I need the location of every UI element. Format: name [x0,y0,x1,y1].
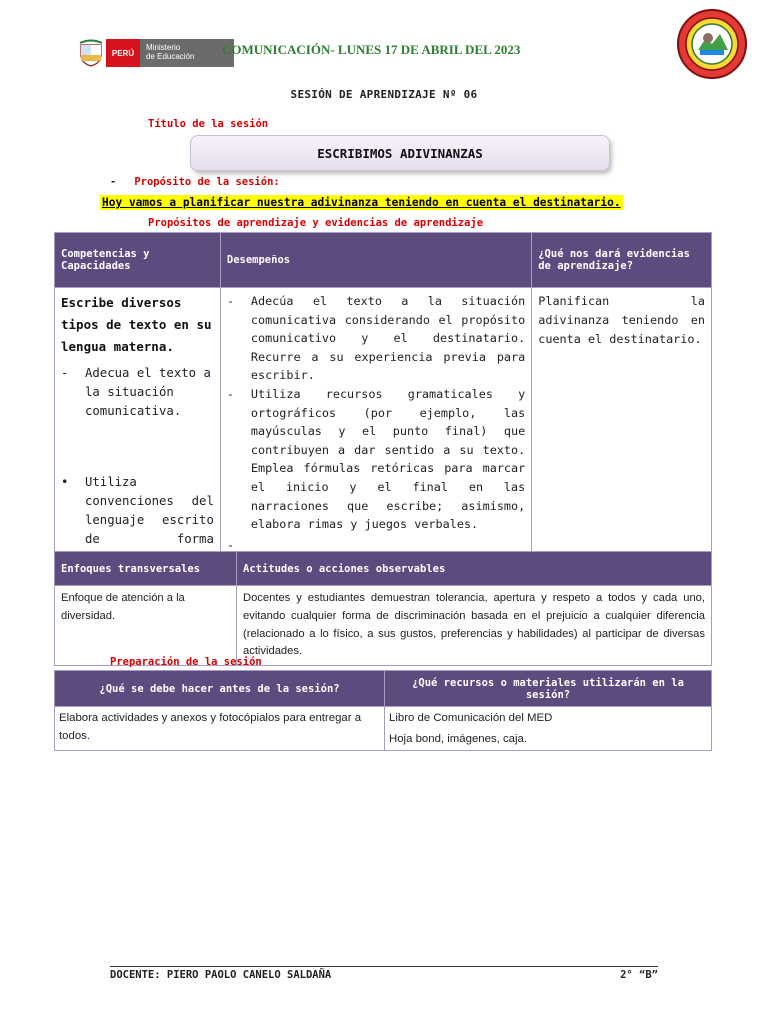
column-header: Competencias y Capacidades [55,233,221,288]
preparation-label: Preparación de la sesión [110,656,262,668]
attitudes-cell: Docentes y estudiantes demuestran tolerancia, apertura y respeto a todos y cada uno, evitando cualquier forma de discriminación basada en el prejuicio a cualquier diferencia (relacionado a lo físico, a sus gustos, preferencias y habilidades) al participar de diversas actividades. [237,586,712,666]
table-row [55,707,712,751]
minedu-logo [78,38,234,68]
list-bullet: - [226,386,234,401]
purpose-label: Propósito de la sesión: [134,176,280,188]
ministerio-line-1: Ministerio [146,43,181,52]
peru-label: PERÚ [106,39,140,67]
page-footer [110,966,658,981]
table-header-row [55,552,712,586]
column-header: Enfoques transversales [55,552,237,586]
competency-cell [55,288,221,573]
column-header: Actitudes o acciones observables [237,552,712,586]
resource-item: Hoja bond, imágenes, caja. [389,733,528,745]
column-header: ¿Qué recursos o materiales utilizarán en la sesión? [385,671,712,707]
cross-cutting-approaches-table [54,551,712,666]
column-header: Desempeños [220,233,531,288]
table-row [55,288,712,573]
purpose-statement: Hoy vamos a planificar nuestra adivinanza teniendo en cuenta el destinatario. [102,196,621,209]
capacity-text: Utiliza convenciones del lenguaje escrito de forma [85,475,214,546]
capacity-item [61,364,214,421]
teacher-name: DOCENTE: PIERO PAOLO CANELO SALDAÑA [110,969,332,981]
column-header: ¿Qué se debe hacer antes de la sesión? [55,671,385,707]
session-title: ESCRIBIMOS ADIVINANZAS [317,145,483,161]
column-header: ¿Qué nos dará evidencias de aprendizaje? [532,233,712,288]
approach-cell: Enfoque de atención a la diversidad. [55,586,237,666]
purpose-label-row [110,176,280,188]
resources-cell [385,707,712,751]
list-bullet: • [61,475,69,489]
ministerio-label [140,39,234,67]
grade-section: 2° “B” [620,969,658,981]
list-bullet: - [226,537,234,552]
session-title-box [190,135,610,171]
performance-item [227,385,525,534]
capacity-text: Adecua el texto a la situación comunicativa. [85,366,211,418]
performance-text: Utiliza recursos gramaticales y ortográficos (por ejemplo, las mayúsculas y el punto final) que contribuyen a dar sentido a su texto. Emplea fórmulas retóricas para marcar el inicio y el final en las narraciones que escribe; asimismo, elabora rimas y juegos verbales. [250,386,526,532]
performance-item [227,292,525,385]
preparation-table [54,670,712,751]
performance-text: Adecúa el texto a la situación comunicativa considerando el propósito comunicativo y el destinatario. Recurre a su experiencia previa para escribir. [250,294,526,383]
session-title-label: Título de la sesión [148,118,269,130]
evidence-cell [532,288,712,573]
list-bullet: - [226,294,234,308]
resource-item: Libro de Comunicación del MED [389,712,553,724]
list-bullet: - [61,366,69,380]
ministerio-line-2: de Educación [146,52,195,61]
session-number: SESIÓN DE APRENDIZAJE Nº 06 [290,88,478,101]
before-session-cell: Elabora actividades y anexos y fotocópialos para entregar a todos. [55,707,385,751]
purpose-bullet: - [110,176,117,188]
competency-title: Escribe diversos tipos de texto en su lengua materna. [61,295,212,354]
document-header-title: COMUNICACIÓN- LUNES 17 DE ABRIL DEL 2023 [222,42,521,57]
competencies-table [54,232,712,573]
table-header-row [55,233,712,288]
school-seal-icon [676,8,748,80]
peru-coat-of-arms-icon [78,39,104,67]
evidence-text: Planifican la adivinanza teniendo en cuenta el destinatario. [538,294,705,346]
table-header-row [55,671,712,707]
learning-purposes-label: Propósitos de aprendizaje y evidencias de aprendizaje [148,217,484,229]
performance-cell [220,288,531,573]
table-row [55,586,712,666]
